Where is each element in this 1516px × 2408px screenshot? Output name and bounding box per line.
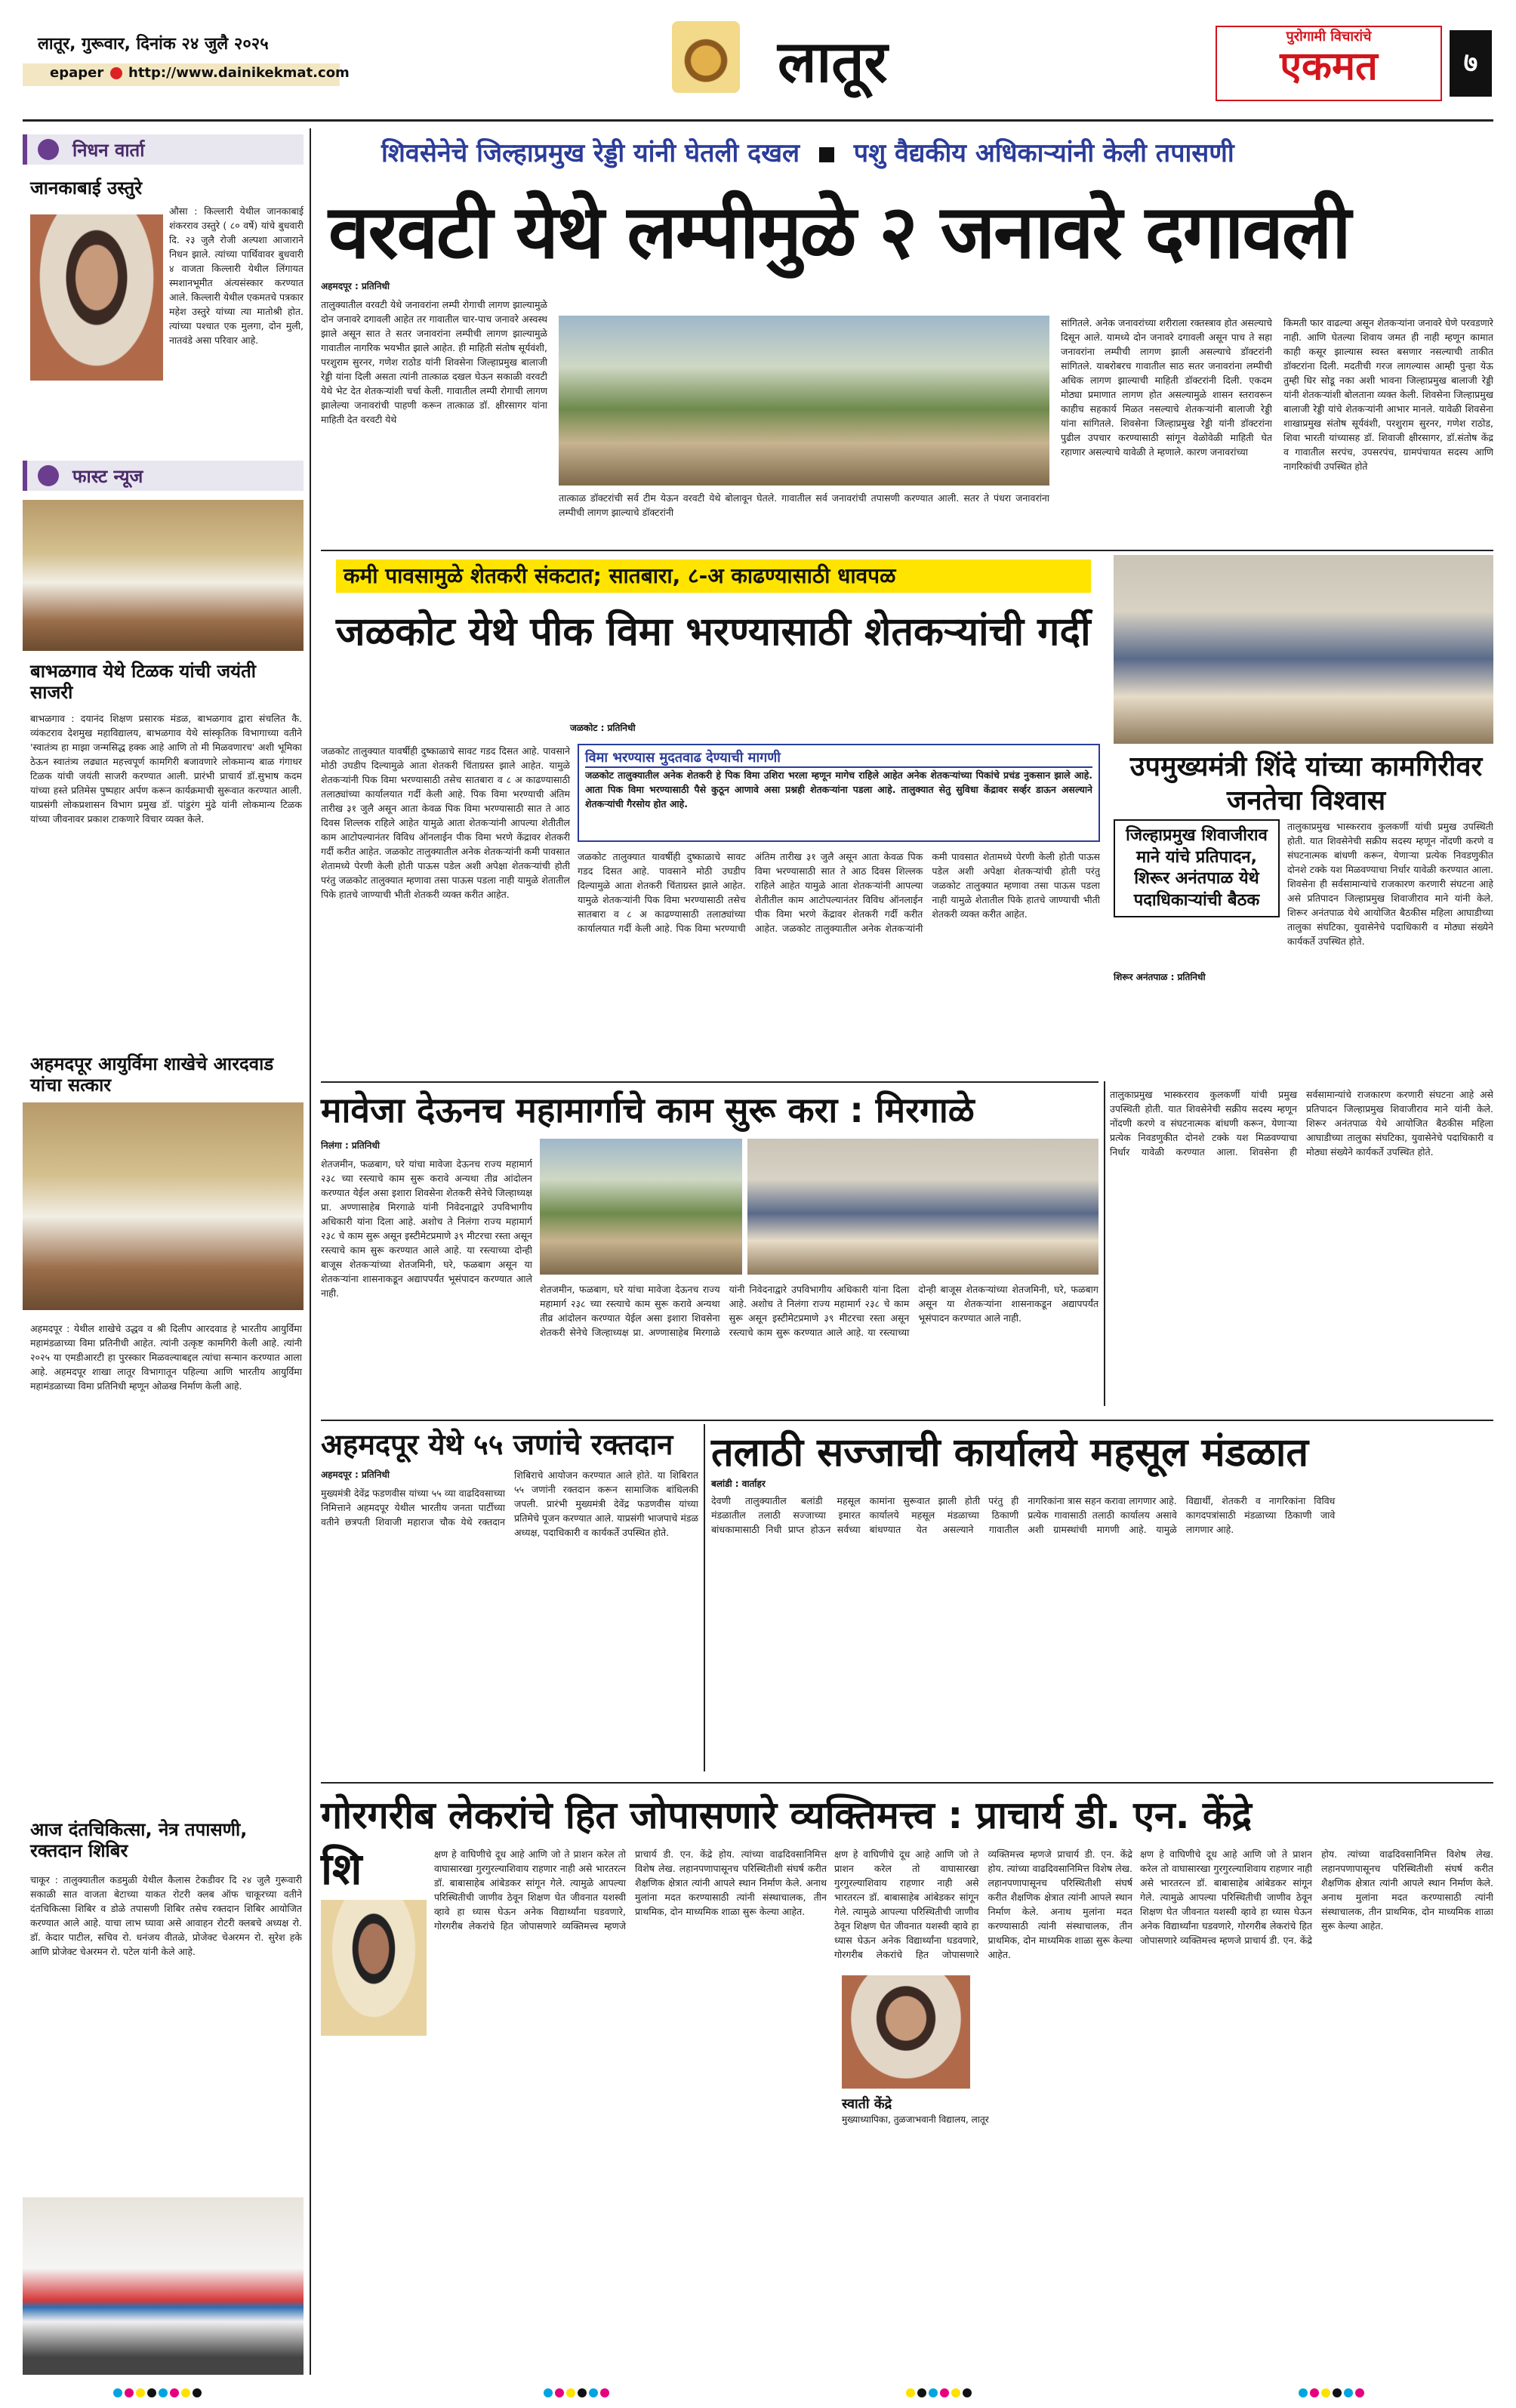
shinde-headline: उपमुख्यमंत्री शिंदे यांच्या कामगिरीवर जनतेचा विश्वास [1129, 751, 1483, 816]
shinde-byline: शिरूर अनंतपाळ : प्रतिनिधी [1114, 972, 1206, 982]
camp-headline: आज दंतचिकित्सा, नेत्र तपासणी, रक्तदान शिबिर [30, 1819, 248, 1861]
dropcap: शि [321, 1843, 362, 1895]
tilak-photo [23, 500, 304, 651]
talathi-story [711, 1424, 1493, 1779]
kendre-text: क्षण हे वाघिणीचे दूध आहे आणि जो ते प्राशन करेल तो वाघासारखा गुरगुरल्याशिवाय राहणार नाही असे भारतरत्न डॉ. बाबासाहेब आंबेडकर सांगून गेले. त्यामुळे आपल्या परिस्थितीची जाणीव ठेवून शिक्षण घेत जीवनात यशस्वी व्हावे हा ध्यास घेऊन अनेक विद्यार्थ्यांना घडवणारे, गोरगरीब लेकरांचे हित जोपासणारे व्यक्तिमत्त्व म्हणजे प्राचार्य डी. एन. केंद्रे होय. त्यांच्या वाढदिवसानिमित्त विशेष लेख. लहानपणापासूनच परिस्थितीशी संघर्ष करीत शैक्षणिक क्षेत्रात त्यांनी आपले स्थान निर्माण केले. अनाथ मुलांना मदत करण्यासाठी त्यांनी संस्थाचालक, तीन प्राथमिक, दोन माध्यमिक शाळा सुरू केल्या आहेत. [434, 1848, 827, 1932]
shinde-subhead: जिल्हाप्रमुख शिवाजीराव माने यांचे प्रतिपादन, शिरूर अनंतपाळ येथे पदाधिकाऱ्यांची बैठक [1114, 819, 1280, 917]
mawaja-text-cont: शेतजमीन, फळबाग, घरे यांचा मावेजा देऊनच राज्य महामार्ग २३८ च्या रस्त्याचे काम सुरू करावे अन्यथा तीव्र आंदोलन करण्यात येईल असा इशारा शिवसेना शेतकरी सेनेचे जिल्हाध्यक्ष प्रा. अण्णासाहेब मिरगाळे यांनी निवेदनाद्वारे उपविभागीय अधिकारी यांना दिला आहे. अशोच ते निलंगा राज्य महामार्ग २३८ चे काम सुरू असून इस्टीमेटप्रमाणे ३९ मीटरचा रस्ता असून रस्त्याचे काम सुरू करण्यात आले आहे. या रस्त्याच्या दोन्ही बाजूस शेतकऱ्यांच्या शेतजमिनी, घरे, फळबाग असून या शेतकऱ्यांना शासनाकडून अद्यापपर्यंत भूसंपादन करण्यात आले नाही. [540, 1284, 1098, 1338]
jalkot-text: जळकोट तालुक्यात यावर्षीही दुष्काळाचे सावट गडद दिसत आहे. पावसाने मोठी उघडीप दिल्यामुळे आता शेतकरी चिंताग्रस्त झाले आहेत. यामुळे शेतकऱ्यांनी पिक विमा भरण्यासाठी तसेच सातबारा व ८ अ काढण्यासाठी तलाठ्यांच्या कार्यालयात गर्दी केली आहे. पिक विमा भरण्याची अंतिम तारीख ३१ जुलै असून आता केवळ पिक विमा भरण्यासाठी सात ते आठ दिवस शिल्लक राहिले आहेत यामुळे आता शेतकऱ्यांनी आपल्या शेतीतील काम आटोपल्यानंतर विविध ऑनलाईन पीक विमा भरणे केंद्रावर शेतकरी गर्दी करीत आहेत. जळकोट तालुक्यातील अनेक शेतकऱ्यांनी कमी पावसात शेतामध्ये पेरणी केली होती पाऊस पडेल अशी अपेक्षा शेतकऱ्यांची होती परंतु जळकोट तालुक्यात म्हणावा तसा पाऊस पडला नाही यामुळे शेतातील पिके हातचे जाण्याची भीती शेतकरी व्यक्त करीत आहेत. [321, 745, 570, 900]
talathi-text: देवणी तालुक्यातील बलांडी महसूल मंडळातील तलाठी सज्जाच्या इमारत बांधकामासाठी निधी प्राप्त होऊन सर्वच्या कामांना सुरूवात झाली होती परंतु ही कार्यालये महसूल मंडळाच्या ठिकाणी बांधण्यात येत असल्याने गावातील नागरिकांना त्रास सहन करावा लागणार आहे. प्रत्येक गावासाठी तलाठी कार्यालय असावे अशी ग्रामस्थांची मागणी आहे. यामुळे विद्यार्थी, शेतकरी व नागरिकांना विविध कागदपत्रांसाठी मंडळाच्या ठिकाणी जावे लागणार आहे. [711, 1495, 1336, 1535]
blood-headline: अहमदपूर येथे ५५ जणांचे रक्तदान [321, 1428, 673, 1461]
shinde-photo [1114, 555, 1493, 744]
kendre-text-cont: क्षण हे वाघिणीचे दूध आहे आणि जो ते प्राशन करेल तो वाघासारखा गुरगुरल्याशिवाय राहणार नाही असे भारतरत्न डॉ. बाबासाहेब आंबेडकर सांगून गेले. त्यामुळे आपल्या परिस्थितीची जाणीव ठेवून शिक्षण घेत जीवनात यशस्वी व्हावे हा ध्यास घेऊन अनेक विद्यार्थ्यांना घडवणारे, गोरगरीब लेकरांचे हित जोपासणारे व्यक्तिमत्त्व म्हणजे प्राचार्य डी. एन. केंद्रे होय. त्यांच्या वाढदिवसानिमित्त विशेष लेख. लहानपणापासूनच परिस्थितीशी संघर्ष करीत शैक्षणिक क्षेत्रात त्यांनी आपले स्थान निर्माण केले. अनाथ मुलांना मदत करण्यासाठी त्यांनी संस्थाचालक, तीन प्राथमिक, दोन माध्यमिक शाळा सुरू केल्या आहेत. [834, 1848, 1132, 1960]
section-title: लातूर [778, 28, 888, 95]
talathi-byline: बलांडी : वार्ताहर [711, 1478, 766, 1489]
registration-marks [113, 2386, 204, 2400]
mawaja-headline: मावेजा देऊनच महामार्गाचे काम सुरू करा : मिरगाळे [321, 1090, 975, 1130]
jalkot-byline: जळकोट : प्रतिनिधी [570, 723, 636, 733]
award-headline: अहमदपूर आयुर्विमा शाखेचे आरदवाड यांचा सत्कार [30, 1053, 274, 1096]
jalkot-text-cont: जळकोट तालुक्यात यावर्षीही दुष्काळाचे सावट गडद दिसत आहे. पावसाने मोठी उघडीप दिल्यामुळे आता शेतकरी चिंताग्रस्त झाले आहेत. यामुळे शेतकऱ्यांनी पिक विमा भरण्यासाठी तसेच सातबारा व ८ अ काढण्यासाठी तलाठ्यांच्या कार्यालयात गर्दी केली आहे. पिक विमा भरण्याची अंतिम तारीख ३१ जुलै असून आता केवळ पिक विमा भरण्यासाठी सात ते आठ दिवस शिल्लक राहिले आहेत यामुळे आता शेतकऱ्यांनी आपल्या शेतीतील काम आटोपल्यानंतर विविध ऑनलाईन पीक विमा भरणे केंद्रावर शेतकरी गर्दी करीत आहेत. जळकोट तालुक्यातील अनेक शेतकऱ्यांनी कमी पावसात शेतामध्ये पेरणी केली होती पाऊस पडेल अशी अपेक्षा शेतकऱ्यांची होती परंतु जळकोट तालुक्यात म्हणावा तसा पाऊस पडला नाही यामुळे शेतातील पिके हातचे जाण्याची भीती शेतकरी व्यक्त करीत आहेत. [578, 851, 1100, 934]
obit-title: निधन वार्ता [72, 140, 145, 161]
lead-text-mid: सांगितले. अनेक जनावरांच्या शरीराला रक्तस्त्राव होत असल्याचे दिसून आले. यामध्ये दोन जनावरे दगावली असून पाच ते सहा जनावरांना लम्पीची लागण झाली असल्याचे डॉक्टरांनी सांगितले. याबरोबरच गावातील साठ सतर जनावरांना लम्पीची अधिक लागण झाल्याची माहिती डॉक्टरांनी दिली. एकदम मोठ्या प्रमाणात लागण होत असल्यामुळे शासन स्तरावरून काहीच सहकार्य मिळत नसल्याचे शेतकऱ्यांनी बालाजी रेड्डी यांना सांगितले. शिवसेना जिल्हाप्रमुख रेड्डी यांनी डॉक्टरांना पुढील उपचार करण्यासाठी सांगून वेळोवेळी माहिती घेत रहाणार असल्याचे यावेळी ते म्हणाले. कारण जनावरांच्या [1061, 317, 1272, 458]
lead-caption: तात्काळ डॉक्टरांची सर्व टीम येऊन वरवटी येथे बोलावून घेतले. गावातील सर्व जनावरांची तपासणी करण्यात आली. सतर ते पंधरा जनावरांना लम्पीची लागण झाल्याचे डॉक्टरांनी [559, 492, 1049, 518]
author-photo [842, 1975, 970, 2089]
kendre-text-right: क्षण हे वाघिणीचे दूध आहे आणि जो ते प्राशन करेल तो वाघासारखा गुरगुरल्याशिवाय राहणार नाही असे भारतरत्न डॉ. बाबासाहेब आंबेडकर सांगून गेले. त्यामुळे आपल्या परिस्थितीची जाणीव ठेवून शिक्षण घेत जीवनात यशस्वी व्हावे हा ध्यास घेऊन अनेक विद्यार्थ्यांना घडवणारे, गोरगरीब लेकरांचे हित जोपासणारे व्यक्तिमत्त्व म्हणजे प्राचार्य डी. एन. केंद्रे होय. त्यांच्या वाढदिवसानिमित्त विशेष लेख. लहानपणापासूनच परिस्थितीशी संघर्ष करीत शैक्षणिक क्षेत्रात त्यांनी आपले स्थान निर्माण केले. अनाथ मुलांना मदत करण्यासाठी त्यांनी संस्थाचालक, तीन प्राथमिक, दोन माध्यमिक शाळा सुरू केल्या आहेत. [1140, 1848, 1493, 1946]
epaper-label: epaper [50, 65, 104, 81]
memorandum-photo [747, 1139, 1098, 1275]
blood-story [321, 1424, 698, 1779]
obit-title-bar [23, 134, 304, 165]
shinde-text: तालुकाप्रमुख भास्करराव कुलकर्णी यांची प्रमुख उपस्थिती होती. यात शिवसेनेची सक्रीय सदस्य म्हणून नोंदणी करणे व संघटनात्मक बांधणी करून, येणाऱ्या प्रत्येक निवडणुकीत दोनशे टक्के यश मिळवण्याचा निर्धार यावेळी करण्यात आला. शिवसेना ही सर्वसामान्यांचे राजकारण करणारी संघटना आहे असे प्रतिपादन जिल्हाप्रमुख शिवाजीराव माने यांनी केले. शिरूर अनंतपाळ येथे आयोजित बैठकीस महिला आघाडीच्या तालुका संघटिका, युवासेनेचे पदाधिकारी व मोठ्या संख्येने कार्यकर्ते उपस्थित होते. [1287, 821, 1493, 947]
lead-headline: वरवटी येथे लम्पीमुळे २ जनावरे दगावली [328, 190, 1350, 276]
kicker-left: शिवसेनेचे जिल्हाप्रमुख रेड्डी यांनी घेतली दखल [381, 138, 800, 168]
lead-text-left: तालुक्यातील वरवटी येथे जनावरांना लम्पी रोगाची लागण झाल्यामुळे दोन जनावरे दगावली आहेत तर गावातील चार-पाच जनावरे अस्वस्थ झाले असून सात ते सतर जनावरांना लम्पीची लागण झाल्यामुळे गावातील नागरिक भयभीत झाले आहेत. ही माहिती संतोष सूर्यवंशी, परशुराम सुरनर, गणेश राठोड यांनी शिवसेना जिल्हाप्रमुख बालाजी रेड्डी यांना दिली असता त्यांनी तात्काळ दखल घेऊन सकाळी वरवटी येथे भेट देत शेतकऱ्यांशी चर्चा केली. गावातील लम्पी रोगाची लागण झालेल्या जनावरांची पाहणी करून तात्काळ डॉ. क्षीरसागर यांना माहिती देत वरवटी येथे [321, 299, 547, 426]
fast-news-bar [23, 461, 304, 491]
mawaja-byline: निलंगा : प्रतिनिधी [321, 1140, 380, 1151]
mawaja-story [321, 1086, 1098, 1418]
jalkot-story [321, 555, 1493, 1076]
square-bullet-icon [819, 147, 834, 162]
blood-text: मुख्यमंत्री देवेंद्र फडणवीस यांच्या ५५ व्या वाढदिवसाच्या निमित्ताने अहमदपूर येथील भारतीय जनता पार्टीच्या वतीने छत्रपती शिवाजी महाराज चौक येथे रक्तदान शिबिराचे आयोजन करण्यात आले होते. या शिबिरात ५५ जणांनी रक्तदान करून सामाजिक बांधिलकी जपली. प्रारंभी मुख्यमंत्री देवेंद्र फडणवीस यांच्या प्रतिमेचे पूजन करण्यात आले. याप्रसंगी भाजपाचे मंडळ अध्यक्ष, पदाधिकारी व कार्यकर्ते उपस्थित होते. [321, 1469, 698, 1538]
tilak-text: बाभळगाव : दयानंद शिक्षण प्रसारक मंडळ, बाभळगाव द्वारा संचलित कै. व्यंकटराव देशमुख महाविद्यालय, बाभळगाव येथे सांस्कृतिक विभागाच्या वतीने 'स्वातंत्र्य हा माझा जन्मसिद्ध हक्क आहे आणि तो मी मिळवणारच' अशी भूमिका ठेऊन स्वातंत्र्य लढ्यात महत्त्वपूर्ण कामगिरी बजावणारे लोकमान्य बाळ गंगाधर टिळक यांची जयंती साजरी करण्यात आली. प्रारंभी प्राचार्य डॉ.सुभाष कदम यांच्या हस्ते प्रतिमेस पुष्पहार अर्पण करून कार्यक्रमाची सुरूवात करण्यात आली. याप्रसंगी लोकप्रशासन विभाग प्रमुख डॉ. पांडुरंग मुंढे यांनी लोकमान्य टिळक यांच्या जीवनावर प्रकाश टाकणारे विचार व्यक्त केले. [30, 713, 302, 825]
shinde-text-cont: तालुकाप्रमुख भास्करराव कुलकर्णी यांची प्रमुख उपस्थिती होती. यात शिवसेनेची सक्रीय सदस्य म्हणून नोंदणी करणे व संघटनात्मक बांधणी करून, येणाऱ्या प्रत्येक निवडणुकीत दोनशे टक्के यश मिळवण्याचा निर्धार यावेळी करण्यात आला. शिवसेना ही सर्वसामान्यांचे राजकारण करणारी संघटना आहे असे प्रतिपादन जिल्हाप्रमुख शिवाजीराव माने यांनी केले. शिरूर अनंतपाळ येथे आयोजित बैठकीस महिला आघाडीच्या तालुका संघटिका, युवासेनेचे पदाधिकारी व मोठ्या संख्येने कार्यकर्ते उपस्थित होते. [1110, 1089, 1493, 1158]
award-photo [23, 1102, 304, 1310]
lead-story [321, 128, 1493, 547]
globe-icon [110, 67, 122, 79]
mawaja-text: शेतजमीन, फळबाग, घरे यांचा मावेजा देऊनच राज्य महामार्ग २३८ च्या रस्त्याचे काम सुरू करावे अन्यथा तीव्र आंदोलन करण्यात येईल असा इशारा शिवसेना शेतकरी सेनेचे जिल्हाध्यक्ष प्रा. अण्णासाहेब मिरगाळे यांनी निवेदनाद्वारे उपविभागीय अधिकारी यांना दिला आहे. अशोच ते निलंगा राज्य महामार्ग २३८ चे काम सुरू असून इस्टीमेटप्रमाणे ३९ मीटरचा रस्ता असून रस्त्याचे काम सुरू करण्यात आले आहे. या रस्त्याच्या दोन्ही बाजूस शेतकऱ्यांच्या शेतजमिनी, घरे, फळबाग असून या शेतकऱ्यांना शासनाकडून अद्यापपर्यंत भूसंपादन करण्यात आले नाही. [321, 1158, 532, 1300]
website-link[interactable]: http://www.dainikekmat.com [128, 65, 350, 81]
brand-logo: एकमत [1280, 44, 1378, 89]
chevron-down-icon [38, 139, 59, 160]
author-role: मुख्याध्यापिका, तुळजाभवानी विद्यालय, लातूर [842, 2114, 989, 2125]
fast-news-title: फास्ट न्यूज [72, 466, 143, 487]
camp-text: चाकूर : तालुक्यातील कडमुळी येथील कैलास टेकडीवर दि २४ जुलै गुरूवारी सकाळी सात वाजता बेटाच्या याकत रोटरी क्लब ऑफ चाकूरच्या वतीने दंतचिकित्सा शिबिर व डोळे तपासणी शिबिर तसेच रक्तदान शिबिर आयोजित करण्यात आले आहे. याचा लाभ घ्यावा असे आवाहन रोटरी क्लबचे अध्यक्ष रो. डॉ. केदार पाटील, सचिव रो. धनंजय वीतळे, प्रोजेक्ट चेअरमन रो. सुरेश हके आणि प्रोजेक्ट चेअरमन रो. पटेल यांनी केले आहे. [30, 1874, 302, 1957]
obit-text: औसा : किल्लारी येथील जानकाबाई शंकरराव उस्तुरे ( ८० वर्षे) यांचे बुधवारी दि. २३ जुलै रोजी अल्पशा आजाराने निधन झाले. त्यांच्या पार्थिवावर बुधवारी ४ वाजता किल्लारी येथील लिंगायत स्मशानभूमीत अंत्यसंस्कार करण्यात आले. किल्लारी येथील एकमतचे पत्रकार महेश उस्तुरे यांच्या त्या मातोश्री होत. त्यांच्या पश्चात एक मुलगा, दोन मुली, नातवंडे असा परिवार आहे. [169, 205, 304, 346]
rotary-bus-photo [23, 2197, 304, 2375]
jalkot-banner: कमी पावसामुळे शेतकरी संकटात; सातबारा, ८-अ काढण्यासाठी धावपळ [336, 560, 1091, 593]
jalkot-headline: जळकोट येथे पीक विमा भरण्यासाठी शेतकऱ्यांची गर्दी [336, 609, 1091, 655]
demand-box-text: जळकोट तालुक्यातील अनेक शेतकरी हे पिक विमा उशिरा भरला म्हणून मागेच राहिले आहेत अनेक शेतकऱ्यांच्या पिकांचे प्रचंड नुकसान झाले आहे. आता पिक विमा भरण्यासाठी पैसे कुठून आणावे असा प्रश्नही शेतकऱ्यांना पडला आहे. तालुक्यात सेतु सुविधा केंद्रावर सर्व्हर डाऊन असल्याने शेतकऱ्यांची गैरसोय होत आहे. [585, 769, 1092, 809]
kendre-story [321, 1787, 1493, 2376]
demand-box-title: विमा भरण्यास मुदतवाढ देण्याची मागणी [585, 748, 1092, 768]
award-text: अहमदपूर : येथील शाखेचे उद्धव व श्री दिलीप आरदवाड हे भारतीय आयुर्विमा महामंडळाच्या विमा प्रतिनीधी आहेत. त्यांनी उत्कृष्ट कामगिरी केली आहे. त्यांनी २०२५ या एमडीआरटी हा पुरस्कार मिळवल्याबद्दल त्यांचा सन्मान करण्यात आला आहे. अहमदपूर शाखा लातूर विभागातून पहिल्या आणि भारतीय आयुर्विमा महामंडळाच्या विमा प्रतिनिधी म्हणून ओळख निर्माण केली आहे. [30, 1323, 302, 1392]
highway-photo [540, 1139, 742, 1275]
tagline: पुरोगामी विचारांचे [1286, 29, 1372, 45]
talathi-headline: तलाठी सज्जाची कार्यालये महसूल मंडळात [711, 1430, 1309, 1475]
demand-box [578, 744, 1100, 842]
blood-byline: अहमदपूर : प्रतिनिधी [321, 1469, 390, 1480]
kendre-photo [321, 1900, 427, 2036]
tilak-headline: बाभळगाव येथे टिळक यांची जयंती साजरी [30, 661, 256, 703]
lumpi-cow-photo [559, 316, 1049, 486]
chevron-down-icon [38, 465, 59, 486]
kendre-headline: गोरगरीब लेकरांचे हित जोपासणारे व्यक्तिमत्त्व : प्राचार्य डी. एन. केंद्रे [321, 1793, 1252, 1837]
kicker-right: पशु वैद्यकीय अधिकाऱ्यांनी केली तपासणी [853, 138, 1234, 168]
sidebar [23, 128, 304, 2375]
page-number: ७ [1450, 30, 1492, 97]
lead-text-right: किमती फार वाढल्या असून शेतकऱ्यांना जनावरे घेणे परवडणारे नाही. आणि घेतल्या शिवाय जमत ही नाही म्हणून कामात काही कसूर झाल्यास स्वस्त बसणार नसल्याची ताकीत डॉक्टरांना दिली. मदतीची गरज लागल्यास आम्ही पुन्हा येऊ तुम्ही धिर सोडू नका अशी भावना जिल्हाप्रमुख बालाजी रेड्डी यांनी शेतकऱ्यांशी बोलताना व्यक्त केली. शिवसेना जिल्हाप्रमुख बालाजी रेड्डी यांचे शेतकऱ्यांनी आभार मानले. यावेळी शिवसेना शाखाप्रमुख संतोष सूर्यवंशी, परशुराम सुरनर, गणेश राठोड, शिवा भारती यांच्यासह डॉ. शिवाजी क्षीरसागर, डॉ.संतोष केंद्र व गावातील सरपंच, उपसरपंच, ग्रामपंचायत सदस्य आणि नागरिकांची उपस्थित होते [1283, 317, 1493, 472]
lead-byline: अहमदपूर : प्रतिनिधी [321, 281, 390, 291]
dateline: लातूर, गुरूवार, दिनांक २४ जुलै २०२५ [38, 35, 269, 54]
author-name: स्वाती केंद्रे [842, 2096, 892, 2112]
masthead [23, 21, 1493, 119]
fort-emblem-icon [672, 21, 740, 93]
obit-name: जानकाबाई उस्तुरे [30, 177, 143, 199]
